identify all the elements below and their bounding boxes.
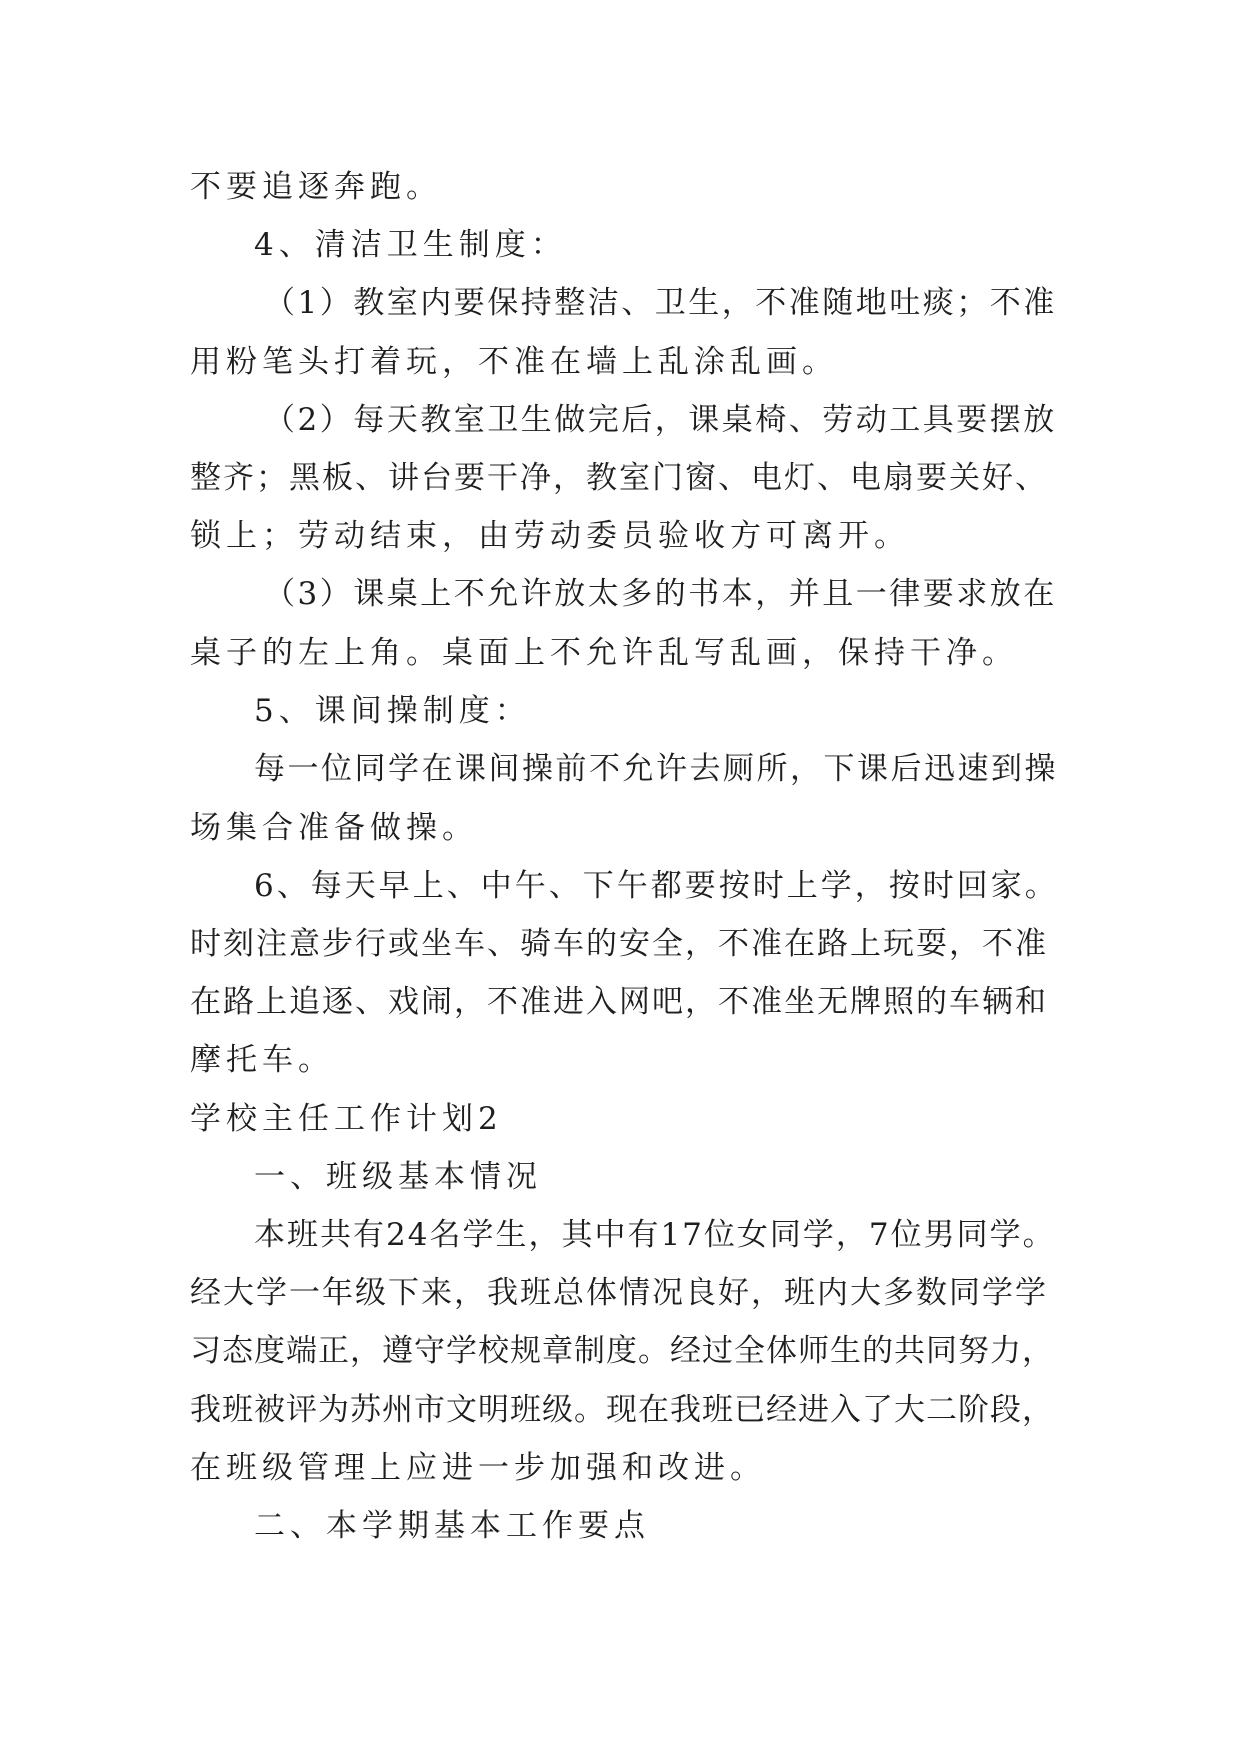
text-line: （1）教室内要保持整洁、卫生，不准随地吐痰；不准 [264,285,1057,321]
text-line: 习态度端正，遵守学校规章制度。经过全体师生的共同努力， [190,1333,1054,1369]
text-line: （2）每天教室卫生做完后，课桌椅、劳动工具要摆放 [264,402,1057,438]
text-line: 我班被评为苏州市文明班级。现在我班已经进入了大二阶段， [190,1392,1054,1428]
text-line: 桌子的左上角。桌面上不允许乱写乱画，保持干净。 [190,635,1018,671]
text-line: 摩托车。 [190,1042,334,1078]
text-line: （3）课桌上不允许放太多的书本，并且一律要求放在 [264,576,1057,612]
text-line: 本班共有24名学生，其中有17位女同学，7位男同学。 [254,1217,1056,1253]
text-line: 经大学一年级下来，我班总体情况良好，班内大多数同学学 [190,1275,1048,1311]
text-line: 锁上；劳动结束，由劳动委员验收方可离开。 [190,518,910,554]
text-line: 在路上追逐、戏闹，不准进入网吧，不准坐无牌照的车辆和 [190,984,1048,1020]
text-line: 时刻注意步行或坐车、骑车的安全，不准在路上玩耍，不准 [190,926,1048,962]
text-line: 场集合准备做操。 [190,810,478,846]
section-heading: 二、本学期基本工作要点 [254,1508,650,1544]
section-heading: 6、每天早上、中午、下午都要按时上学，按时回家。 [254,868,1059,904]
text-line: 用粉笔头打着玩，不准在墙上乱涂乱画。 [190,344,838,380]
document-title: 学校主任工作计划2 [190,1101,503,1137]
text-line: 整齐；黑板、讲台要干净，教室门窗、电灯、电扇要关好、 [190,460,1048,496]
section-heading: 一、班级基本情况 [254,1159,542,1195]
section-heading: 5、课间操制度： [254,693,531,729]
text-line: 不要追逐奔跑。 [190,169,442,205]
text-line: 在班级管理上应进一步加强和改进。 [190,1450,766,1486]
section-heading: 4、清洁卫生制度： [254,227,567,263]
text-line: 每一位同学在课间操前不允许去厕所，下课后迅速到操 [254,751,1058,787]
